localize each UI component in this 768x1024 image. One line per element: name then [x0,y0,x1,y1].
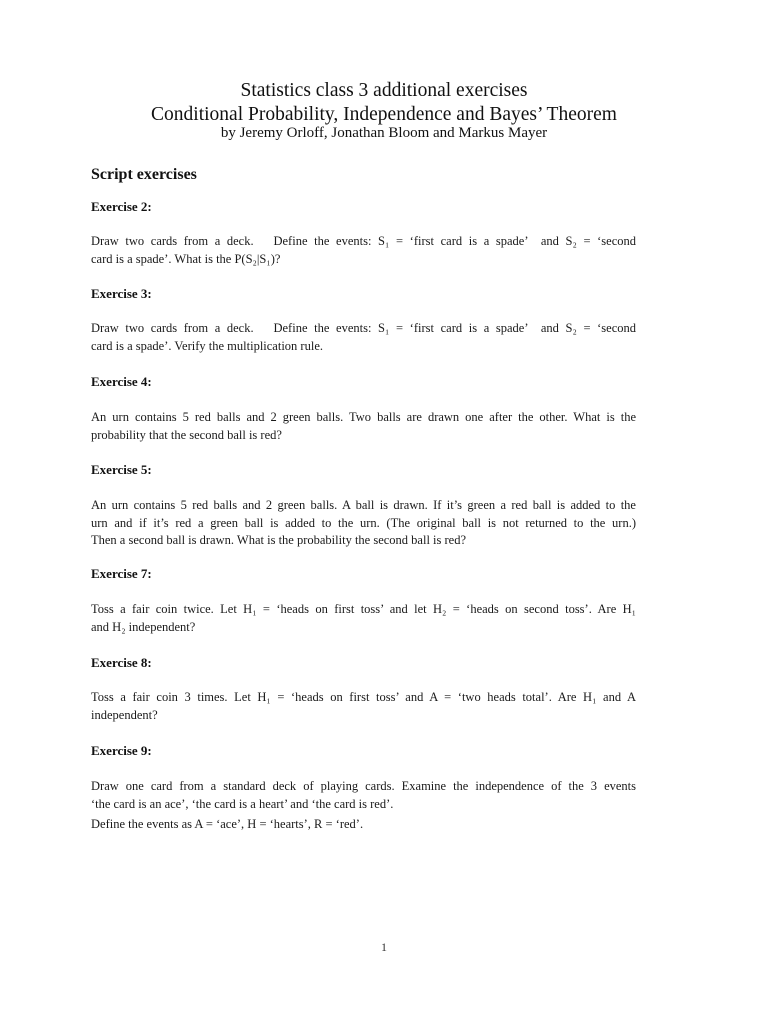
exercise-text [91,409,636,444]
exercise-heading: Exercise 2: [91,199,152,214]
exercise-text [91,778,636,834]
exercise-heading: Exercise 3: [91,286,152,301]
exercise-text-line: and H₂ independent? [91,619,196,634]
exercise-text-line: Define the events as A = ‘ace’, H = ‘hearts’, R = ‘red’. [91,817,364,831]
exercise-heading: Exercise 9: [91,743,152,758]
exercise-text [91,601,636,636]
exercise-heading: Exercise 4: [91,374,152,389]
exercise-text-line: Draw two cards from a deck. Define the events: S₁ = ‘first card is a spade’ and S₂ = ‘second [91,234,636,248]
exercise-text-line: urn and if it’s red a green ball is added to the urn. (The original ball is not returned to the urn.) [91,515,636,530]
exercise-heading: Exercise 8: [91,655,152,670]
exercise-text [91,689,636,724]
exercise-text-line: ‘the card is an ace’, ‘the card is a heart’ and ‘the card is red’. [91,796,394,811]
exercise-text-line: independent? [91,707,158,722]
exercise-text-line: Draw two cards from a deck. Define the events: S₁ = ‘first card is a spade’ and S₂ = ‘second [91,321,636,335]
section-heading: Script exercises [91,166,197,183]
exercise-text-line: card is a spade’. Verify the multiplication rule. [91,338,323,353]
document-authors: by Jeremy Orloff, Jonathan Bloom and Markus Mayer [220,125,548,141]
exercise-text [91,497,636,550]
page-number: 1 [381,940,387,954]
exercise-heading: Exercise 7: [91,566,152,581]
exercise-text-line: Then a second ball is drawn. What is the probability the second ball is red? [91,533,467,547]
document-title: Statistics class 3 additional exercises [240,80,528,101]
exercise-heading: Exercise 5: [91,462,152,477]
exercise-text-line: An urn contains 5 red balls and 2 green balls. Two balls are drawn one after the other. What is the [91,410,636,424]
exercise-text-line: Draw one card from a standard deck of playing cards. Examine the independence of the 3 events [91,779,636,793]
exercise-text-line: Toss a fair coin twice. Let H₁ = ‘heads on first toss’ and let H₂ = ‘heads on second toss’. Are H₁ [91,602,636,616]
exercise-text-line: Toss a fair coin 3 times. Let H₁ = ‘heads on first toss’ and A = ‘two heads total’. Are H₁ and A [91,690,636,704]
exercise-text [91,233,636,268]
exercise-text-line: probability that the second ball is red? [91,427,282,442]
exercise-text [91,320,636,355]
exercise-text-line: card is a spade’. What is the P(S₂|S₁)? [91,251,281,266]
document-subtitle: Conditional Probability, Independence and Bayes’ Theorem [151,104,617,125]
exercise-text-line: An urn contains 5 red balls and 2 green balls. A ball is drawn. If it’s green a red ball is added to the [91,498,636,512]
